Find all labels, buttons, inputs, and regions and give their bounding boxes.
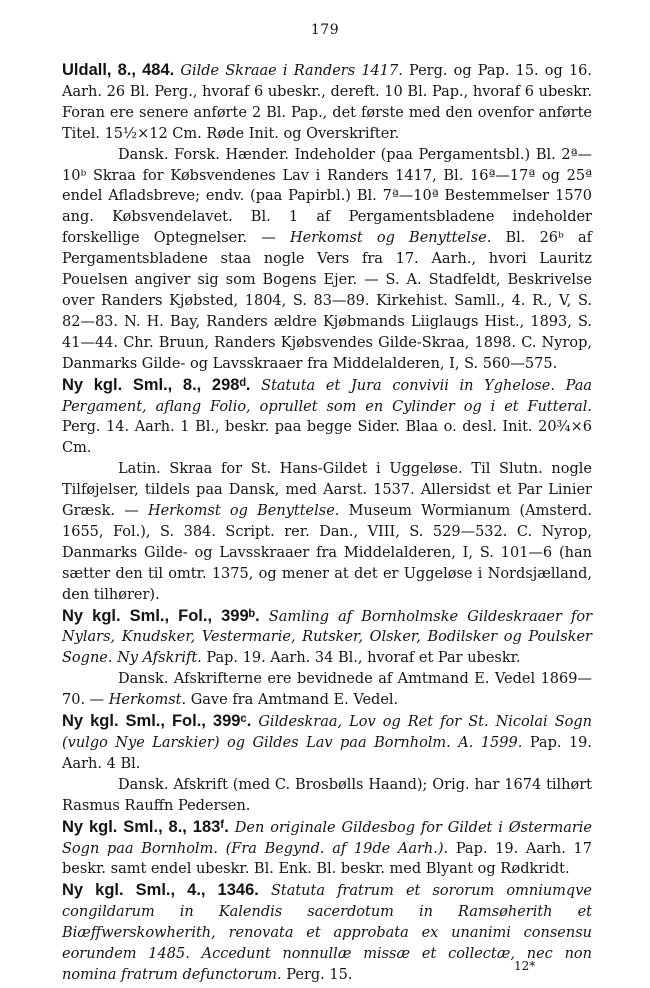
entry-notes [62, 459, 592, 605]
entry-physical: Perg. 14. Aarh. 1 Bl., beskr. paa begge Sider. Blaa o. desl. Init. 20¾×6 Cm. [62, 419, 592, 457]
entry-notes-text: Dansk. Afskrifterne ere bevidnede af Amtmand E. Vedel 1869—70. — [62, 671, 592, 709]
entry-physical: Perg. 15. [286, 966, 353, 983]
entry-notes [62, 145, 592, 375]
entry-notes-text: Latin. Skraa for St. Hans-Gildet i Uggeløse. Til Slutn. nogle Tilføjelser, tildels paa Dansk, med Aarst. 1537. Allersidst et Par Linier Græsk. — [62, 461, 592, 520]
entry-title: Den originale Gildesbog for Gildet i Østermarie Sogn paa Bornholm. (Fra Begynd. af 19de Aarh.). [62, 819, 592, 857]
entry-title: Gildeskraa, Lov og Ret for St. Nicolai Sogn (vulgo Nye Larskier) og Gildes Lav paa Bornholm. A. 1599. [62, 714, 593, 751]
entry-notes [62, 775, 592, 817]
entry-title: Samling af Bornholmske Gildeskraaer for Nylars, Knudsker, Vestermarie, Rutsker, Olsker, Bodilsker og Poulsker Sogne. Ny Afskrift. [62, 608, 592, 667]
catalogue-text [62, 60, 592, 986]
entry-heading: Ny kgl. Sml., 4., 1346. [62, 881, 259, 900]
entry-notes-text: Gave fra Amtmand E. Vedel. [186, 692, 399, 709]
printer-signature: 12* [514, 959, 536, 973]
entry-heading: Ny kgl. Sml., Fol., 399ᶜ. [62, 712, 252, 731]
entry-notes-label: Herkomst og Benyttelse. [290, 230, 492, 247]
entry-heading: Ny kgl. Sml., 8., 183ᶠ. [62, 817, 229, 836]
entry-description [62, 375, 592, 460]
catalogue-entry [62, 375, 592, 606]
entry-notes-text: Dansk. Afskrift (med C. Brosbølls Haand); Orig. har 1674 tilhørt Rasmus Rauffn Pedersen. [62, 776, 592, 814]
entry-notes [62, 669, 592, 711]
catalogue-entry [62, 606, 592, 712]
entry-notes-label: Herkomst. [108, 692, 187, 709]
entry-heading: Ny kgl. Sml., 8., 298ᵈ. [62, 375, 251, 394]
entry-physical: Pap. 19. Aarh. 17 beskr. samt endel ubeskr. Bl. Enk. Bl. beskr. med Blyant og Rødkridt. [62, 840, 593, 878]
entry-description [62, 711, 592, 775]
catalogue-entry [62, 711, 592, 817]
entry-title: Statuta fratrum et sororum omniumqve congildarum in Kalendis sacerdotum in Ramsøherith et Biæffwerskowherith, renovata et approbata ex unanimi consensu eorundem 1485. Accedunt nonnullæ missæ et collectæ, nec non nomina fratrum defunctorum. [62, 883, 592, 983]
catalogue-entry [62, 817, 592, 881]
entry-description [62, 880, 592, 986]
entry-description [62, 606, 592, 670]
page-number: 179 [310, 22, 340, 38]
entry-physical: Pap. 19. Aarh. 34 Bl., hvoraf et Par ubeskr. [206, 650, 521, 667]
catalogue-entry [62, 60, 592, 375]
entry-physical: Perg. og Pap. 15. og 16. Aarh. 26 Bl. Perg., hvoraf 6 ubeskr., dereft. 10 Bl. Pap., hvoraf 6 ubeskr. Foran ere senere anførte 2 Bl. Pap., det første med den ovenfor anførte Titel. 15½×12 Cm. Røde Init. og Overskrifter. [62, 63, 593, 142]
entry-description [62, 817, 592, 881]
entry-description [62, 60, 592, 145]
entry-title: Gilde Skraae i Randers 1417. [180, 63, 403, 79]
entry-notes-text: Museum Wormianum (Amsterd. 1655, Fol.), S. 384. Script. rer. Dan., VIII, S. 529—532. C. Nyrop, Danmarks Gilde- og Lavsskraaer fra Middelalderen, I, S. 101—6 (han sætter den til omtr. 1375, og mener at det er Uggeløse i Nordsjælland, den tilhører). [62, 503, 592, 603]
entry-physical: Pap. 19. Aarh. 4 Bl. [62, 735, 593, 772]
entry-heading: Ny kgl. Sml., Fol., 399ᵇ. [62, 606, 260, 625]
entry-title: Statuta et Jura convivii in Yghelose. Paa Pergament, aflang Folio, oprullet som en Cylinder og i et Futteral. [62, 377, 593, 415]
entry-notes-text: Dansk. Forsk. Hænder. Indeholder (paa Pergamentsbl.) Bl. 2ª—10ᵇ Skraa for Købsvendenes Lav i Randers 1417, Bl. 16ª—17ª og 25ª endel Afladsbreve; endv. (paa Papirbl.) Bl. 7ª—10ª Bestemmelser 1570 ang. Købsvendelavet. Bl. 1 af Pergamentsbladene indeholder forskellige Optegnelser. — [62, 146, 592, 247]
catalogue-entry [62, 880, 592, 986]
entry-heading: Uldall, 8., 484. [62, 61, 175, 79]
entry-notes-label: Herkomst og Benyttelse. [147, 503, 340, 520]
entry-notes-text: Bl. 26ᵇ af Pergamentsbladene staa nogle Vers fra 17. Aarh., hvori Lauritz Pouelsen angiver sig som Bogens Ejer. — S. A. Stadfeldt, Beskrivelse over Randers Kjøbsted, 1804, S. 83—89. Kirkehist. Samll., 4. R., V, S. 82—83. N. H. Bay, Randers ældre Kjøbmands Liiglaugs Hist., 1893, S. 41—44. Chr. Bruun, Randers Kjøbsvendes Gilde-Skraa, 1898. C. Nyrop, Danmarks Gilde- og Lavsskraaer fra Middelalderen, I, S. 560—575. [62, 230, 592, 372]
